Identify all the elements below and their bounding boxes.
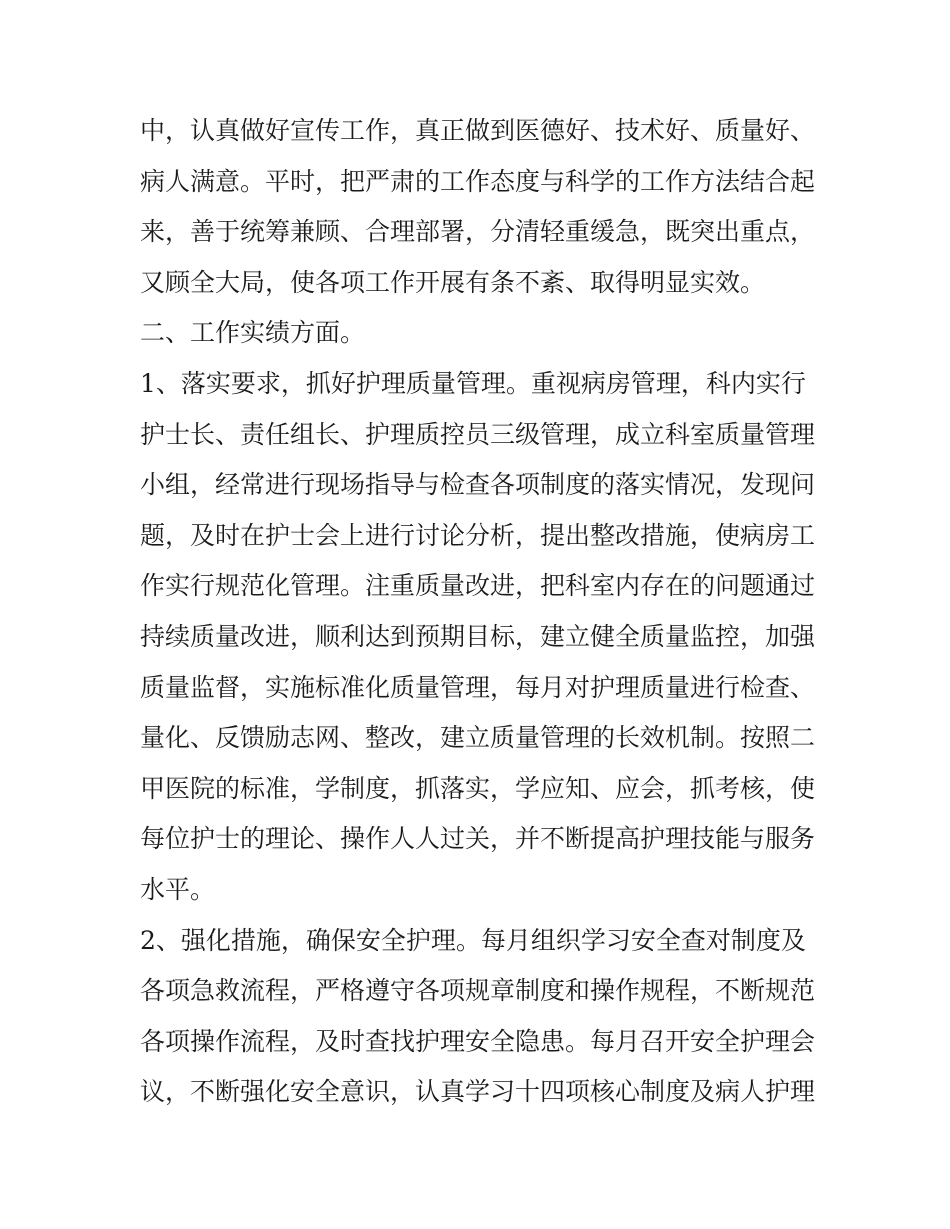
text-line: 质量监督，实施标准化质量管理，每月对护理质量进行检查、 xyxy=(140,672,816,702)
text-line: 议，不断强化安全意识，认真学习十四项核心制度及病人护理 xyxy=(140,1077,816,1107)
text-line: 2、强化措施，确保安全护理。每月组织学习安全查对制度及 xyxy=(140,925,806,955)
text-line: 持续质量改进，顺利达到预期目标，建立健全质量监控，加强 xyxy=(140,621,816,651)
text-line: 1、落实要求，抓好护理质量管理。重视病房管理，科内实行 xyxy=(140,368,806,398)
text-line: 中，认真做好宣传工作，真正做到医德好、技术好、质量好、 xyxy=(140,116,816,145)
text-line: 量化、反馈励志网、整改，建立质量管理的长效机制。按照二 xyxy=(140,723,816,753)
text-line: 题，及时在护士会上进行讨论分析，提出整改措施，使病房工 xyxy=(140,520,816,550)
text-line: 作实行规范化管理。注重质量改进，把科室内存在的问题通过 xyxy=(140,571,816,601)
text-line: 每位护士的理论、操作人人过关，并不断提高护理技能与服务 xyxy=(140,824,816,854)
text-line: 来，善于统筹兼顾、合理部署，分清轻重缓急，既突出重点， xyxy=(140,217,816,247)
text-line: 小组，经常进行现场指导与检查各项制度的落实情况，发现问 xyxy=(140,470,816,500)
text-line: 水平。 xyxy=(140,874,216,904)
text-line: 又顾全大局，使各项工作开展有条不紊、取得明显实效。 xyxy=(140,267,766,297)
text-line: 各项急救流程，严格遵守各项规章制度和操作规程，不断规范 xyxy=(140,976,816,1006)
document-body xyxy=(140,106,820,1118)
text-line: 甲医院的标准，学制度，抓落实，学应知、应会，抓考核，使 xyxy=(140,773,816,803)
section-heading: 二、工作实绩方面。 xyxy=(140,318,366,348)
text-line: 各项操作流程，及时查找护理安全隐患。每月召开安全护理会 xyxy=(140,1026,816,1056)
text-line: 护士长、责任组长、护理质控员三级管理，成立科室质量管理 xyxy=(140,419,816,449)
text-line: 病人满意。平时，把严肃的工作态度与科学的工作方法结合起 xyxy=(140,166,816,196)
